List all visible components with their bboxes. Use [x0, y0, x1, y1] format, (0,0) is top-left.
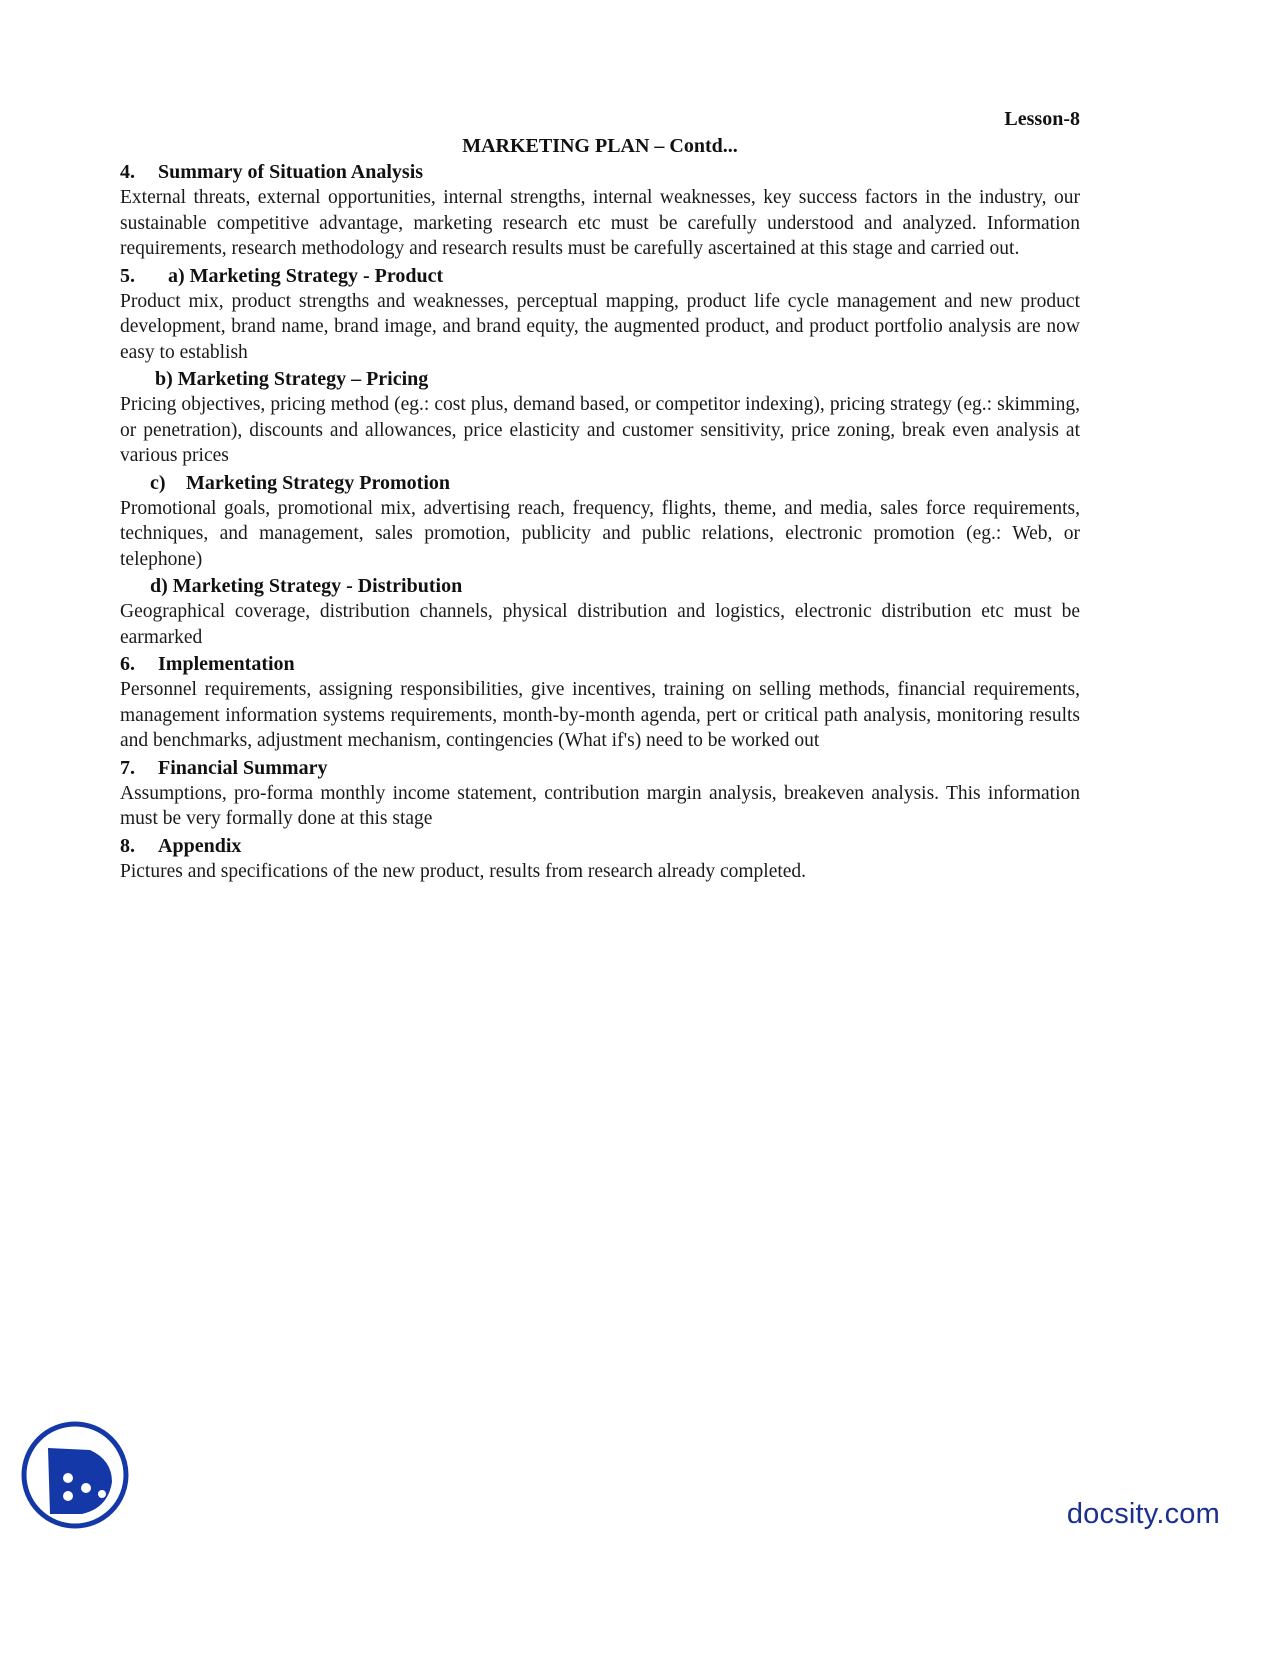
section-8-heading: [120, 833, 1080, 859]
section-4-text: External threats, external opportunities, internal strengths, internal weaknesses, key success factors in the industry, our sustainable competitive advantage, marketing research etc must be carefully understood and analyzed. Information requirements, research methodology and research results must be carefully ascertained at this stage and carried out.: [120, 187, 1080, 259]
section-5c-text: Promotional goals, promotional mix, advertising reach, frequency, flights, theme, and media, sales force requirements, techniques, and management, sales promotion, publicity and public relations, electronic promotion (eg.: Web, or telephone): [120, 497, 1080, 570]
section-5b-heading: b) Marketing Strategy – Pricing: [155, 368, 429, 390]
section-5d-heading: d) Marketing Strategy - Distribution: [150, 575, 463, 597]
section-5a-text: Product mix, product strengths and weaknesses, perceptual mapping, product life cycle management and new product development, brand name, brand image, and brand equity, the augmented product, and product portfolio analysis are now easy to establish: [120, 290, 1080, 363]
section-number: 6.: [120, 653, 135, 675]
section-8-text: Pictures and specifications of the new product, results from research already completed.: [120, 860, 807, 882]
page-title: MARKETING PLAN – Contd...: [462, 135, 738, 157]
lesson-number: Lesson-8: [1004, 108, 1080, 130]
docsity-brand-link[interactable]: docsity.com: [1066, 1498, 1220, 1530]
section-title: Implementation: [158, 653, 295, 675]
section-number: 8.: [120, 834, 135, 857]
section-6-text: Personnel requirements, assigning responsibilities, give incentives, training on selling methods, financial requirements, management information systems requirements, month-by-month agenda, pert or critical path analysis, monitoring results and benchmarks, adjustment mechanism, contingencies (What if's) need to be worked out: [120, 679, 1080, 751]
section-title: Appendix: [158, 834, 242, 857]
subsection-letter: c): [150, 471, 166, 494]
section-6-heading: [120, 651, 1080, 677]
section-7-heading: [120, 755, 1080, 781]
section-title: Summary of Situation Analysis: [158, 161, 424, 183]
section-5d-text: Geographical coverage, distribution channels, physical distribution and logistics, electronic distribution etc must be earmarked: [120, 601, 1080, 648]
section-5a-heading: [120, 263, 1080, 289]
document-page: [120, 106, 1080, 885]
section-title: Marketing Strategy Promotion: [186, 471, 451, 494]
docsity-logo-icon[interactable]: [20, 1420, 130, 1530]
section-number: 4.: [120, 161, 135, 183]
section-7-text: Assumptions, pro-forma monthly income statement, contribution margin analysis, breakeven analysis. This information must be very formally done at this stage: [120, 782, 1080, 829]
docsity-logo-svg: [20, 1420, 130, 1530]
section-5c-heading: [120, 470, 1080, 496]
section-title: a) Marketing Strategy - Product: [168, 264, 444, 287]
section-title: Financial Summary: [158, 756, 328, 779]
section-4-heading: [120, 159, 1080, 185]
section-5b-text: Pricing objectives, pricing method (eg.: cost plus, demand based, or competitor indexing), pricing strategy (eg.: skimming, or penetration), discounts and allowances, price elasticity and customer sensitivity, price zoning, break even analysis at various prices: [120, 394, 1080, 466]
section-number: 5.: [120, 264, 135, 287]
section-number: 7.: [120, 756, 135, 779]
